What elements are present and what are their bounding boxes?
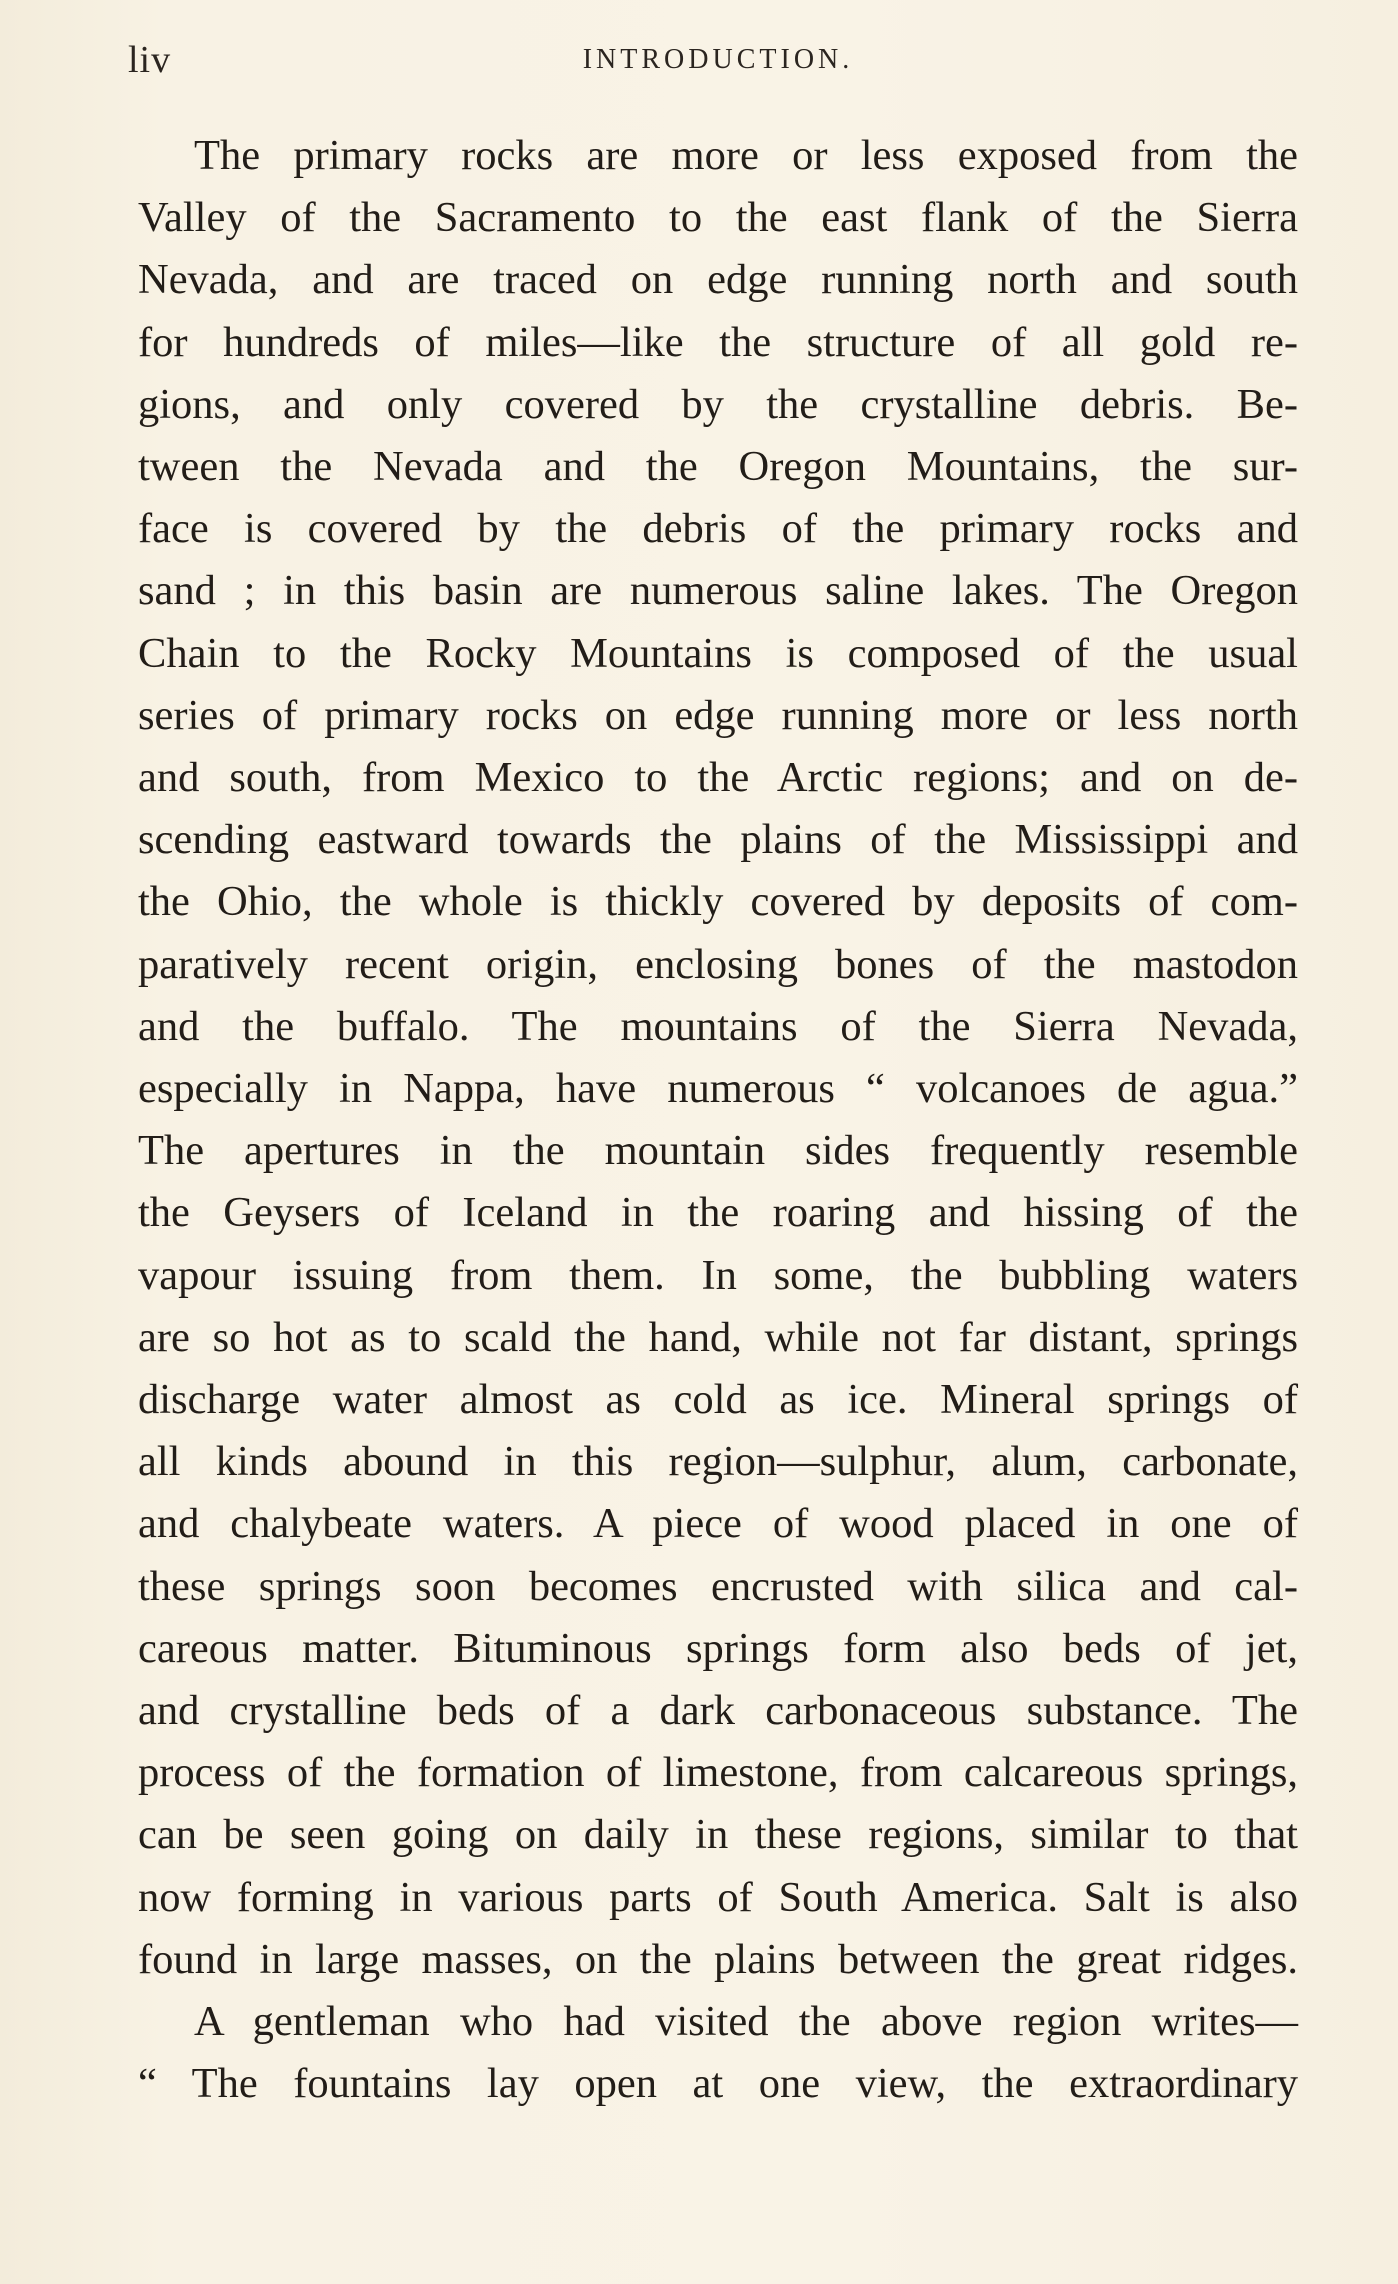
text-line: face is covered by the debris of the primary rocks and (138, 505, 1298, 553)
text-line: Chain to the Rocky Mountains is composed of the usual (138, 629, 1298, 677)
text-line: and crystalline beds of a dark carbonaceous substance. The (138, 1687, 1298, 1735)
text-line: these springs soon becomes encrusted with silica and cal- (138, 1562, 1298, 1610)
body-text (138, 125, 1298, 2116)
text-line: the Geysers of Iceland in the roaring and hissing of the (138, 1189, 1298, 1237)
text-line: can be seen going on daily in these regions, similar to that (138, 1811, 1298, 1859)
text-line: for hundreds of miles—like the structure of all gold re- (138, 318, 1298, 366)
text-line: The primary rocks are more or less exposed from the (194, 132, 1298, 179)
text-line: series of primary rocks on edge running more or less north (138, 691, 1298, 739)
text-line: and south, from Mexico to the Arctic regions; and on de- (138, 754, 1298, 802)
text-line: paratively recent origin, enclosing bones of the mastodon (138, 940, 1298, 988)
text-line: are so hot as to scald the hand, while not far distant, springs (138, 1313, 1298, 1361)
text-line: now forming in various parts of South America. Salt is also (138, 1873, 1298, 1921)
text-line: A gentleman who had visited the above region writes— (194, 1998, 1298, 2046)
page-header (128, 38, 1308, 88)
text-line: vapour issuing from them. In some, the bubbling waters (138, 1251, 1298, 1299)
running-head: INTRODUCTION. (582, 44, 854, 75)
text-line: found in large masses, on the plains between the great ridges. (138, 1935, 1298, 1983)
text-line: sand ; in this basin are numerous saline lakes. The Oregon (138, 567, 1298, 615)
text-line: scending eastward towards the plains of the Mississippi and (138, 816, 1298, 864)
text-line: and the buffalo. The mountains of the Sierra Nevada, (138, 1002, 1298, 1050)
text-line: especially in Nappa, have numerous “ volcanoes de agua.” (138, 1065, 1298, 1113)
text-line: process of the formation of limestone, from calcareous springs, (138, 1749, 1298, 1797)
text-line: Nevada, and are traced on edge running north and south (138, 256, 1298, 304)
text-line: tween the Nevada and the Oregon Mountains, the sur- (138, 443, 1298, 491)
text-line: gions, and only covered by the crystalline debris. Be- (138, 380, 1298, 428)
text-line: The apertures in the mountain sides frequently resemble (138, 1127, 1298, 1175)
text-line: all kinds abound in this region—sulphur, alum, carbonate, (138, 1438, 1298, 1486)
text-line: the Ohio, the whole is thickly covered by deposits of com- (138, 878, 1298, 926)
text-line: discharge water almost as cold as ice. Mineral springs of (138, 1376, 1298, 1424)
text-line: careous matter. Bituminous springs form also beds of jet, (138, 1624, 1298, 1672)
text-line: Valley of the Sacramento to the east flank of the Sierra (138, 194, 1298, 242)
text-line: and chalybeate waters. A piece of wood placed in one of (138, 1500, 1298, 1548)
page-number: liv (128, 39, 172, 81)
text-line: “ The fountains lay open at one view, the extraordinary (138, 2060, 1298, 2108)
